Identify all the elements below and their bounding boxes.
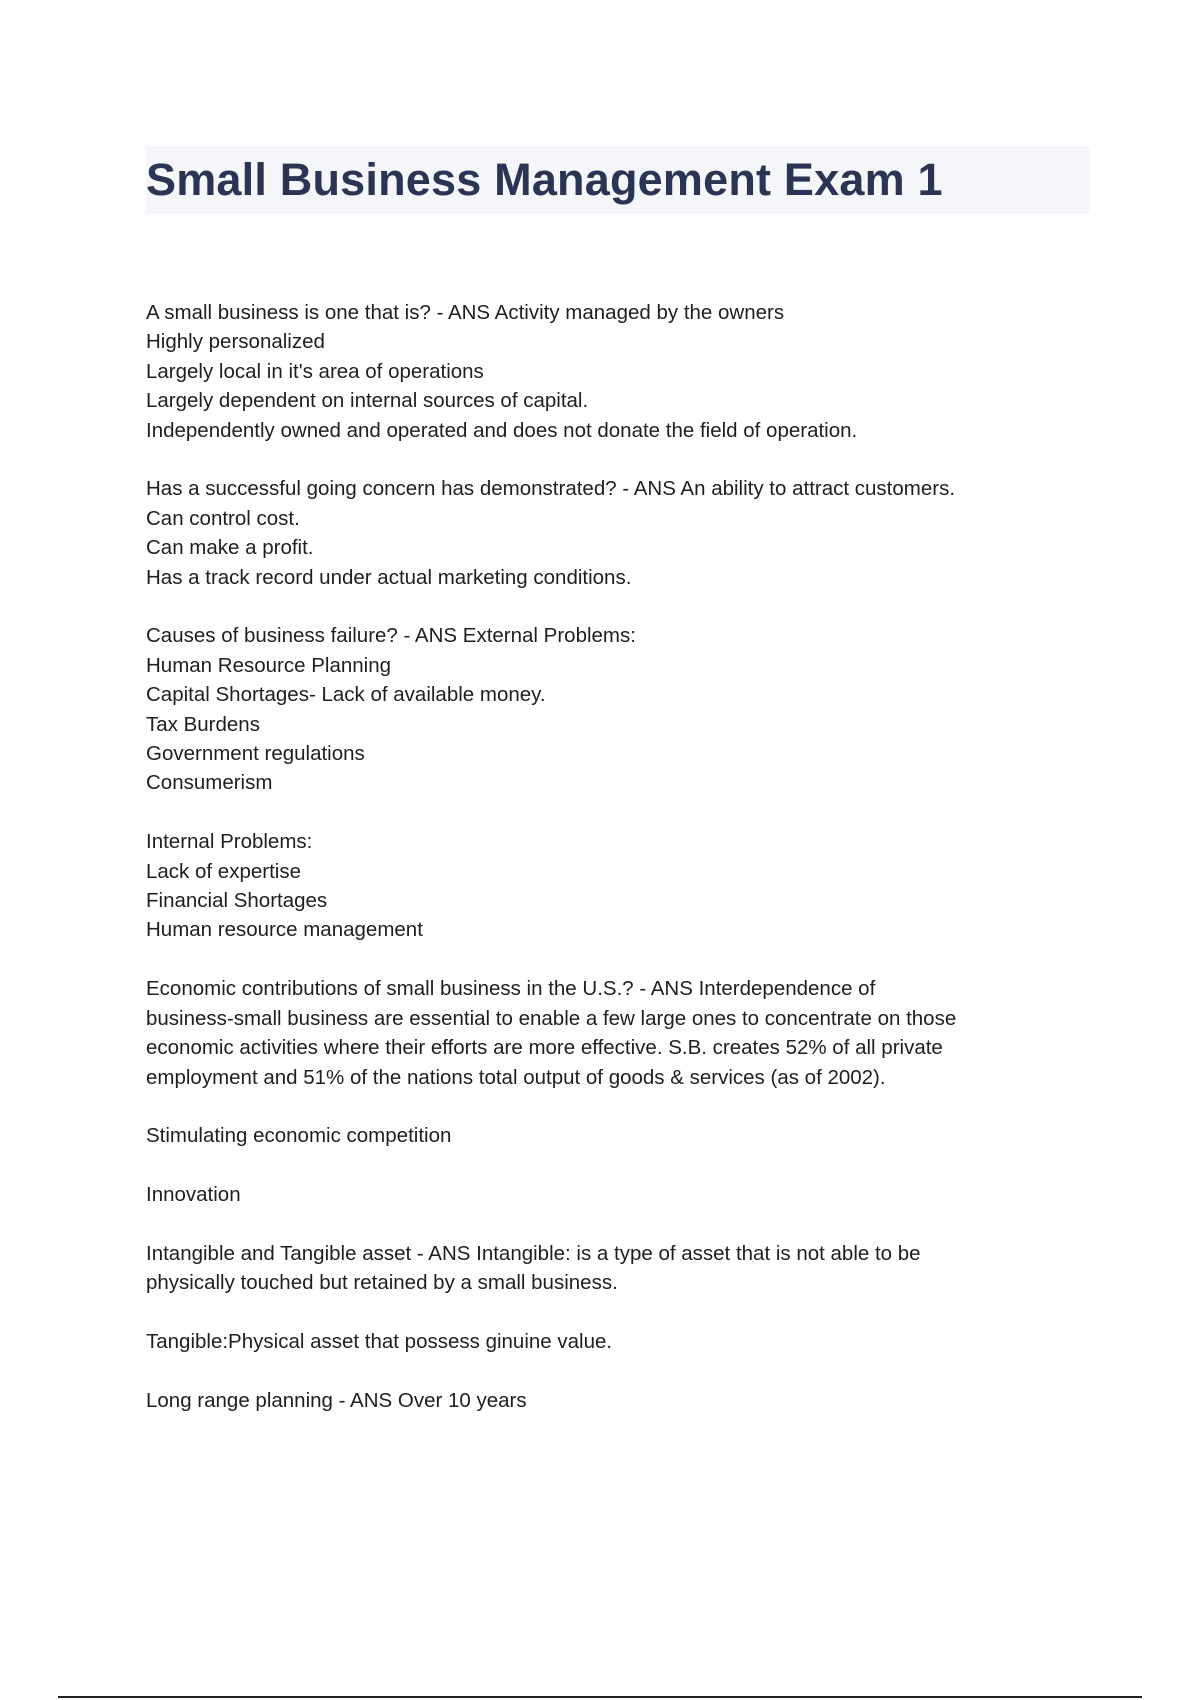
- qa-entry-6: [146, 1121, 1076, 1150]
- text-line: Financial Shortages: [146, 889, 328, 913]
- qa-entry-10: [146, 1386, 1076, 1415]
- text-line: Consumerism: [146, 771, 273, 795]
- text-line: economic activities where their efforts are more effective. S.B. creates 52% of all private: [146, 1036, 943, 1060]
- text-line: Can make a profit.: [146, 536, 314, 560]
- qa-entry-5: [146, 974, 1076, 1092]
- text-line: Tax Burdens: [146, 712, 260, 736]
- text-line: Internal Problems:: [146, 830, 313, 854]
- text-line: business-small business are essential to enable a few large ones to concentrate on those: [146, 1006, 957, 1030]
- text-line: Largely dependent on internal sources of capital.: [146, 389, 589, 413]
- text-line: Causes of business failure? - ANS External Problems:: [146, 624, 636, 648]
- text-line: employment and 51% of the nations total output of goods & services (as of 2002).: [146, 1065, 886, 1089]
- text-line: Has a track record under actual marketing conditions.: [146, 565, 632, 589]
- text-line: Economic contributions of small business in the U.S.? - ANS Interdependence of: [146, 977, 876, 1001]
- text-line: Largely local in it's area of operations: [146, 359, 484, 383]
- text-line: Human resource management: [146, 918, 423, 942]
- text-line: Can control cost.: [146, 506, 300, 530]
- qa-entry-3: [146, 621, 1076, 797]
- text-line: Highly personalized: [146, 330, 325, 354]
- text-line: Tangible:Physical asset that possess ginuine value.: [146, 1330, 613, 1354]
- text-line: Intangible and Tangible asset - ANS Intangible: is a type of asset that is not able to be: [146, 1241, 921, 1265]
- text-line: Capital Shortages- Lack of available money.: [146, 683, 546, 707]
- qa-entry-1: [146, 298, 1076, 445]
- qa-entry-7: [146, 1180, 1076, 1209]
- text-line: A small business is one that is? - ANS Activity managed by the owners: [146, 301, 785, 324]
- text-line: Human Resource Planning: [146, 653, 391, 677]
- text-line: Stimulating economic competition: [146, 1124, 452, 1148]
- qa-entry-2: [146, 474, 1076, 592]
- qa-entry-9: [146, 1327, 1076, 1356]
- title-band: [146, 146, 1090, 214]
- text-line: Lack of expertise: [146, 859, 301, 883]
- text-line: Innovation: [146, 1183, 241, 1207]
- text-line: Government regulations: [146, 742, 365, 766]
- qa-entry-4: [146, 827, 1076, 945]
- text-line: Independently owned and operated and does not donate the field of operation.: [146, 418, 858, 442]
- exam-content: [146, 298, 1076, 1445]
- qa-entry-8: [146, 1239, 1076, 1298]
- text-line: physically touched but retained by a small business.: [146, 1271, 618, 1295]
- text-line: Has a successful going concern has demonstrated? - ANS An ability to attract customers.: [146, 477, 956, 501]
- footer-divider: [58, 1696, 1142, 1698]
- text-line: Long range planning - ANS Over 10 years: [146, 1388, 527, 1412]
- page-title: Small Business Management Exam 1: [146, 154, 943, 205]
